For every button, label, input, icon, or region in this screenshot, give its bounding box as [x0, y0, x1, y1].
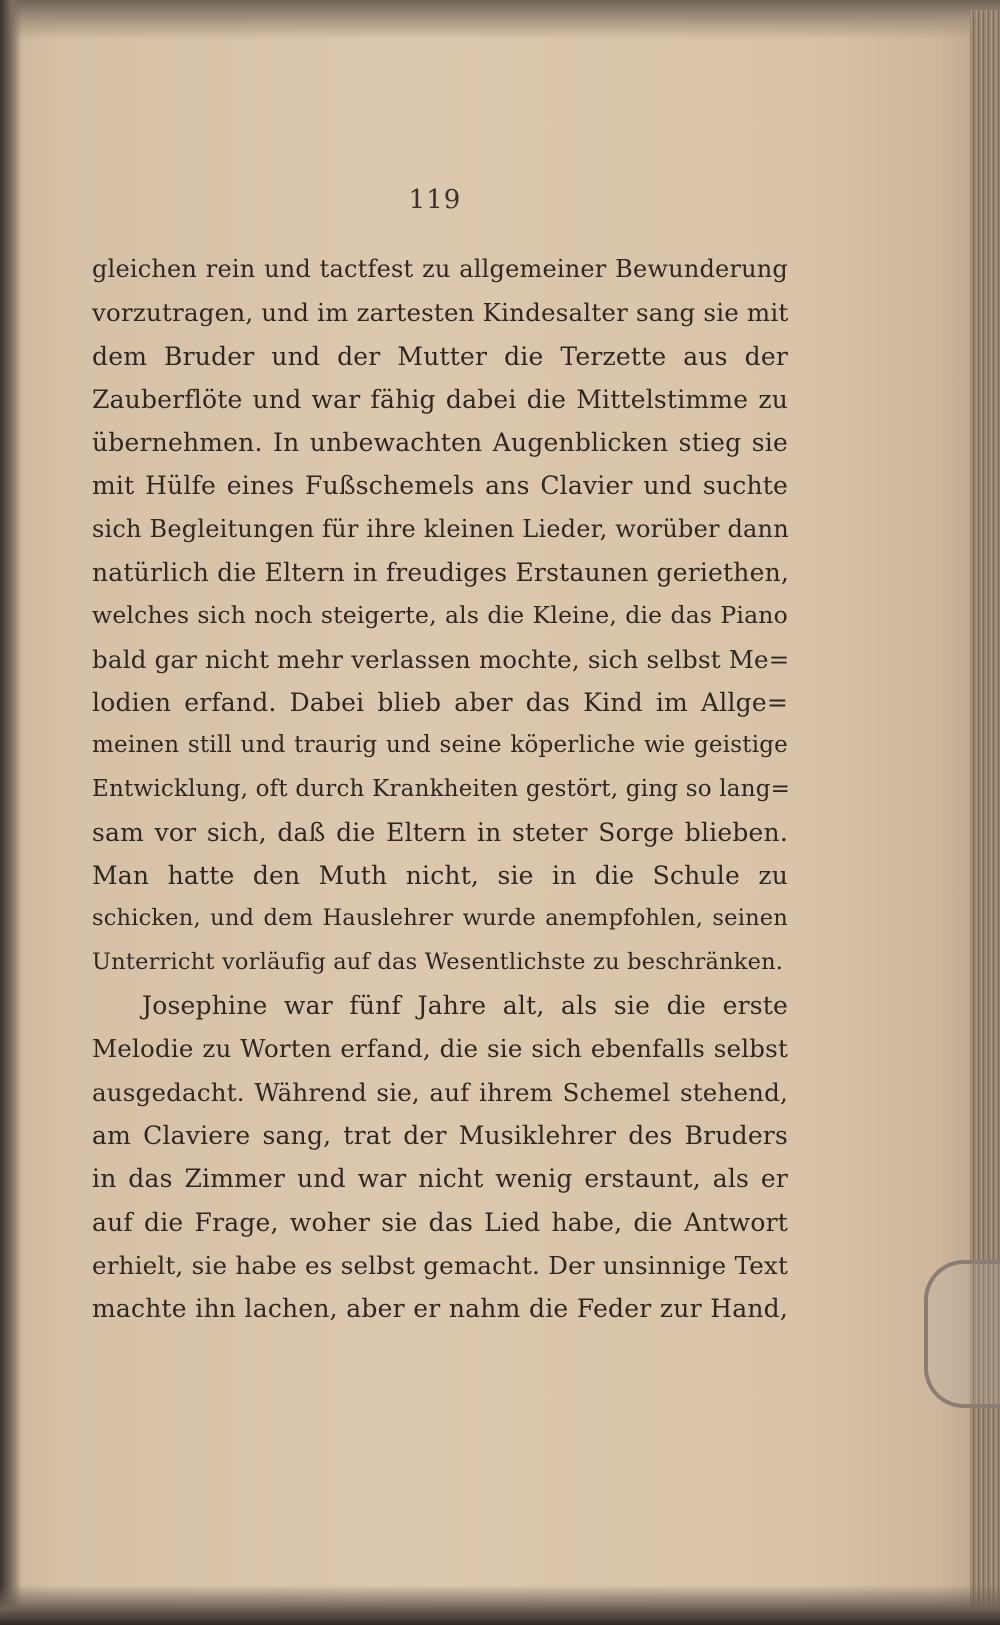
text-line: am Claviere sang, trat der Musiklehrer des Bruders — [92, 1120, 788, 1150]
text-line: welches sich noch steigerte, als die Kleine, die das Piano — [92, 601, 788, 630]
text-line: Unterricht vorläufig auf das Wesentlichste zu beschränken. — [92, 948, 784, 975]
text-line: sam vor sich, daß die Eltern in steter Sorge blieben. — [92, 817, 788, 847]
text-line: mit Hülfe eines Fußschemels ans Clavier und suchte — [92, 471, 788, 501]
spine-gutter — [0, 0, 22, 1625]
text-line: machte ihn lachen, aber er nahm die Feder zur Hand, — [92, 1294, 788, 1324]
text-line: vorzutragen, und im zartesten Kindesalter sang sie mit — [92, 298, 789, 328]
text-line: übernehmen. In unbewachten Augenblicken stieg sie — [92, 428, 788, 458]
body-text — [92, 248, 791, 1330]
text-line: bald gar nicht mehr verlassen mochte, sich selbst Me= — [92, 644, 790, 674]
paragraph-start-line: Josephine war fünf Jahre alt, als sie die erste — [142, 991, 788, 1021]
text-line: schicken, und dem Hauslehrer wurde anempfohlen, seinen — [92, 905, 788, 932]
text-line: Man hatte den Muth nicht, sie in die Schule zu — [92, 861, 788, 891]
text-line: erhielt, sie habe es selbst gemacht. Der unsinnige Text — [92, 1250, 788, 1280]
text-line: Zauberflöte und war fähig dabei die Mittelstimme zu — [92, 384, 788, 414]
text-line: ausgedacht. Während sie, auf ihrem Schemel stehend, — [92, 1077, 788, 1107]
text-line: lodien erfand. Dabei blieb aber das Kind im Allge= — [92, 687, 788, 717]
text-line: sich Begleitungen für ihre kleinen Lieder, worüber dann — [92, 514, 789, 543]
text-line: Entwicklung, oft durch Krankheiten gestört, ging so lang= — [92, 775, 791, 802]
text-line: gleichen rein und tactfest zu allgemeiner Bewunderung — [92, 255, 788, 283]
text-line: dem Bruder und der Mutter die Terzette aus der — [92, 341, 788, 371]
page-number: 119 — [408, 185, 462, 215]
text-line: auf die Frage, woher sie das Lied habe, die Antwort — [92, 1207, 788, 1237]
text-line: natürlich die Eltern in freudiges Erstaunen geriethen, — [92, 558, 790, 588]
text-line: in das Zimmer und war nicht wenig erstaunt, als er — [92, 1164, 788, 1194]
bottom-shadow — [0, 1585, 1000, 1625]
top-shadow — [0, 0, 1000, 40]
text-line: Melodie zu Worten erfand, die sie sich ebenfalls selbst — [92, 1034, 788, 1064]
text-line: meinen still und traurig und seine köperliche wie geistige — [92, 732, 788, 759]
paper-clip-icon — [924, 1260, 1000, 1408]
